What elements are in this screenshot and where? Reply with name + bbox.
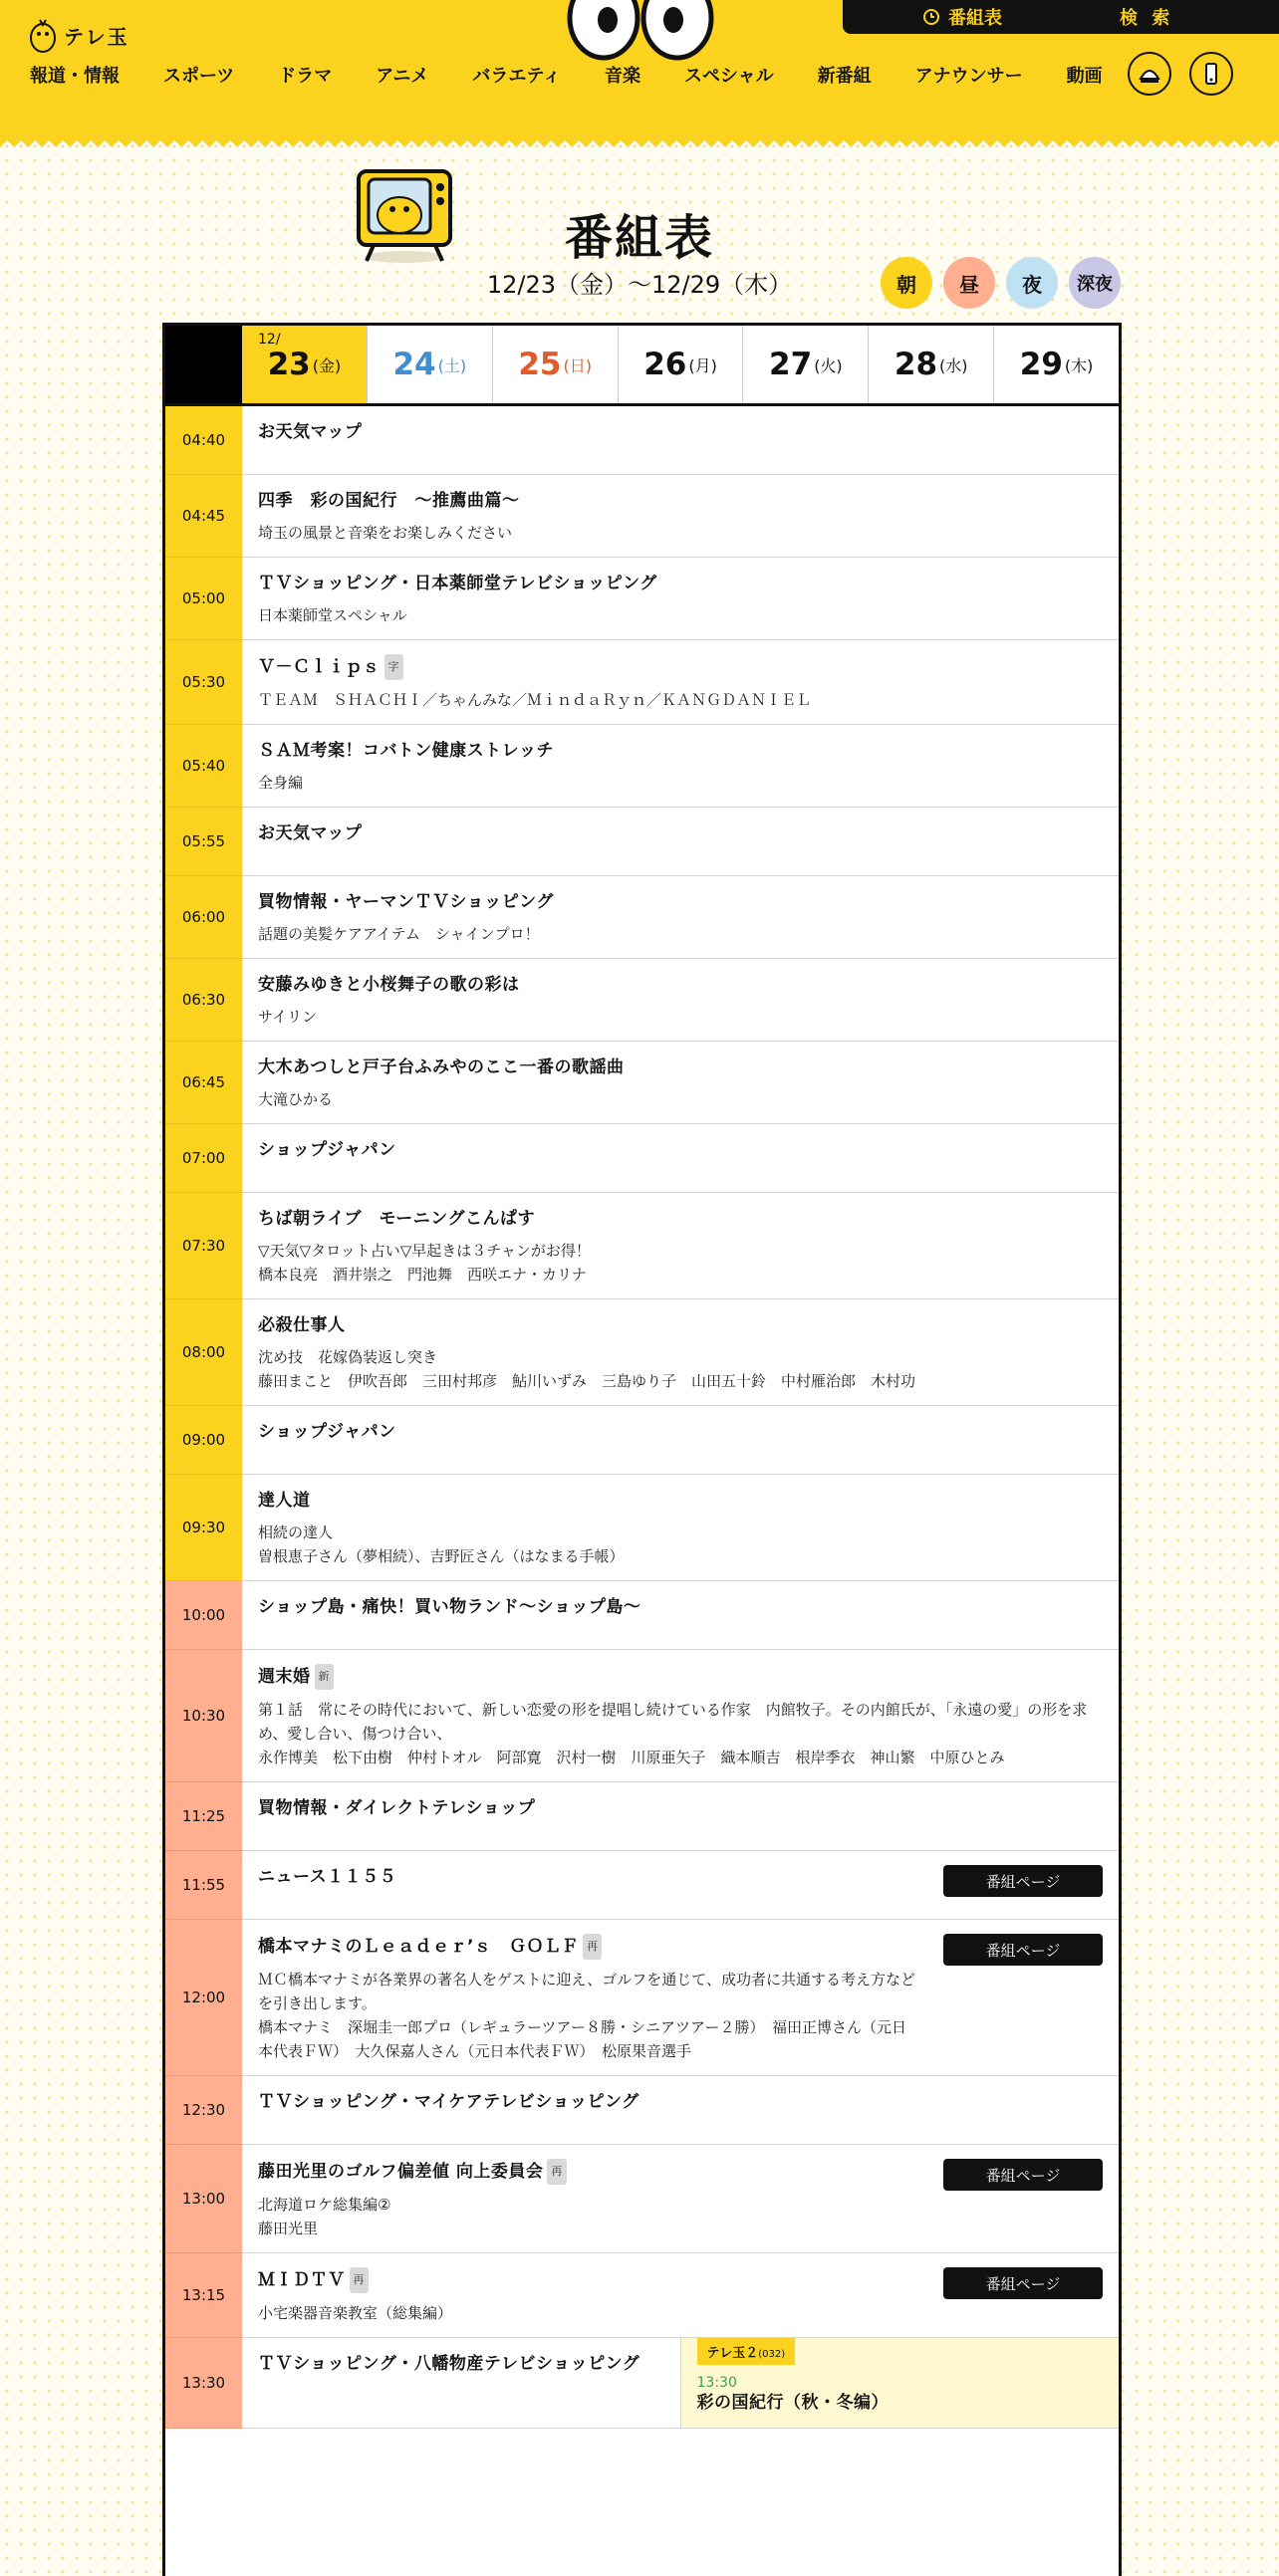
subchannel-name: テレ玉２: [706, 2346, 759, 2361]
program-title[interactable]: [258, 890, 1103, 914]
program-body: [242, 640, 1119, 724]
program-title-text: 買物情報・ヤーマンＴＶショッピング: [258, 892, 554, 912]
program-time: 04:40: [165, 406, 242, 475]
program-time: 12:00: [165, 1920, 242, 2076]
program-body: [242, 1299, 1119, 1405]
program-description: 沈め技 花嫁偽装返し突き: [258, 1348, 438, 1366]
tab-daytime[interactable]: 昼: [943, 257, 995, 309]
program-page-button[interactable]: 番組ページ: [943, 1865, 1103, 1897]
program-cast: 永作博美 松下由樹 仲村トオル 阿部寛 沢村一樹 川原亜矢子 織本順吉 根岸季衣 神山繁 中原ひとみ: [258, 1749, 1005, 1766]
program-body: [242, 1650, 1119, 1781]
program-body: [242, 1042, 1119, 1123]
program-row[interactable]: [165, 1851, 1119, 1920]
program-row[interactable]: [165, 1581, 1119, 1650]
teletama-app-icon[interactable]: [1189, 52, 1233, 96]
program-cast: 藤田光里: [258, 2220, 319, 2237]
day-of-week: (日): [563, 355, 592, 375]
program-title[interactable]: [258, 1420, 1103, 1444]
program-time: 04:45: [165, 475, 242, 558]
program-row[interactable]: [165, 959, 1119, 1042]
program-title-text: 橋本マナミのＬｅａｄｅｒ’ｓ ＧＯＬＦ: [258, 1937, 579, 1957]
program-title[interactable]: [258, 2267, 919, 2293]
program-title[interactable]: [258, 1664, 1103, 1690]
program-title[interactable]: [258, 1207, 1103, 1231]
program-row[interactable]: [165, 2145, 1119, 2253]
nav-item-anime[interactable]: アニメ: [376, 66, 429, 87]
program-row[interactable]: [165, 475, 1119, 558]
program-time: 05:30: [165, 640, 242, 725]
search-link[interactable]: 検 索: [1120, 8, 1174, 29]
program-description: サイリン: [258, 1008, 317, 1026]
program-title[interactable]: [258, 739, 1103, 763]
tab-night[interactable]: 夜: [1006, 257, 1058, 309]
program-title[interactable]: [258, 654, 1103, 680]
program-title[interactable]: [258, 1313, 1103, 1337]
program-row[interactable]: [165, 2253, 1119, 2338]
day-of-week: (金): [312, 355, 342, 375]
day-tab-26[interactable]: [618, 326, 743, 403]
tamago-mascot-icon: [28, 16, 58, 54]
program-title[interactable]: [258, 1595, 1103, 1619]
tab-late-night[interactable]: 深夜: [1069, 257, 1121, 309]
mascot-eyes-icon: [566, 0, 715, 62]
program-title-text: ショップジャパン: [258, 1140, 396, 1160]
program-badge: 新: [315, 1664, 335, 1690]
program-description: 相続の達人: [258, 1523, 334, 1541]
day-number: 23: [267, 347, 311, 382]
program-time: 07:00: [165, 1124, 242, 1193]
program-time: 11:25: [165, 1782, 242, 1851]
program-page-button[interactable]: 番組ページ: [943, 2159, 1103, 2191]
program-body: [242, 808, 1119, 875]
program-title[interactable]: [258, 973, 1103, 997]
program-body: [242, 1475, 1119, 1580]
site-logo[interactable]: [28, 16, 129, 54]
program-row[interactable]: [165, 406, 1119, 475]
program-title-text: ショップ島・痛快！買い物ランド～ショップ島～: [258, 1597, 641, 1617]
day-of-week: (月): [688, 355, 717, 375]
program-row[interactable]: [165, 725, 1119, 808]
program-title-text: ＴＶショッピング・日本薬師堂テレビショッピング: [258, 574, 657, 593]
subchannel-label: [697, 2338, 796, 2365]
program-row[interactable]: [165, 1193, 1119, 1299]
header-zigzag-divider: [0, 133, 1279, 147]
nav-item-variety[interactable]: バラエティ: [472, 66, 561, 87]
nav-item-sports[interactable]: スポーツ: [163, 66, 235, 87]
program-description: ＭＣ橋本マナミが各業界の著名人をゲストに迎え、ゴルフを通じて、成功者に共通する考え方などを引き出します。: [258, 1971, 916, 2012]
program-time: 09:30: [165, 1475, 242, 1581]
program-description: 話題の美髪ケアアイテム シャインプロ！: [258, 925, 540, 943]
nav-item-news[interactable]: 報道・情報: [30, 66, 120, 87]
subchannel-number: (032): [758, 2349, 786, 2360]
day-number: 24: [392, 347, 436, 382]
day-of-week: (土): [437, 355, 467, 375]
nav-item-drama[interactable]: ドラマ: [278, 66, 333, 87]
site-header: [0, 0, 1279, 139]
program-title[interactable]: [258, 2090, 1103, 2114]
program-list: [165, 406, 1119, 2338]
program-body: [242, 1406, 1119, 1474]
program-title[interactable]: ＴＶショッピング・八幡物産テレビショッピング: [258, 2354, 640, 2374]
program-row[interactable]: [165, 2338, 1119, 2429]
program-description: 埼玉の風景と音楽をお楽しみください: [258, 524, 513, 542]
program-cast: 橋本良亮 酒井崇之 門池舞 西咲エナ・カリナ: [258, 1266, 587, 1284]
program-title[interactable]: [258, 1865, 919, 1889]
program-time: 13:00: [165, 2145, 242, 2253]
main-nav: [30, 62, 1147, 88]
program-time: 05:55: [165, 808, 242, 876]
program-page-button[interactable]: 番組ページ: [943, 2267, 1103, 2299]
day-tab-28[interactable]: [868, 326, 993, 403]
program-description: 大滝ひかる: [258, 1090, 334, 1108]
subchannel-program[interactable]: [681, 2338, 1120, 2428]
schedule-link-label: 番組表: [948, 8, 1002, 29]
logo-text: テレ玉: [64, 24, 129, 49]
program-title[interactable]: [258, 1796, 1103, 1820]
program-row[interactable]: [165, 1782, 1119, 1851]
program-cast: 曽根恵子さん（夢相続）、吉野匠さん（はなまる手帳）: [258, 1547, 625, 1565]
day-tab-29[interactable]: [993, 326, 1119, 403]
program-row[interactable]: [165, 1299, 1119, 1406]
day-number: 25: [518, 347, 562, 382]
program-body: [242, 558, 1119, 639]
program-title[interactable]: [258, 821, 1103, 845]
program-description: ▽天気▽タロット占い▽早起きは３チャンがお得！: [258, 1242, 591, 1260]
program-cast: 藤田まこと 伊吹吾郎 三田村邦彦 鮎川いずみ 三島ゆり子 山田五十鈴 中村雁治郎 木村功: [258, 1372, 916, 1390]
program-time: 06:45: [165, 1042, 242, 1124]
schedule-link[interactable]: [922, 4, 1002, 30]
program-title[interactable]: [258, 2159, 919, 2185]
program-title[interactable]: [258, 1055, 1103, 1079]
program-title[interactable]: [258, 1934, 919, 1960]
program-title-text: 買物情報・ダイレクトテレショップ: [258, 1798, 536, 1818]
subchannel-time: 13:30: [696, 2375, 737, 2391]
program-body: [242, 475, 1119, 557]
nav-icon-group: [1128, 52, 1233, 96]
program-time: 13:15: [165, 2253, 242, 2338]
day-of-week: (木): [1064, 355, 1094, 375]
program-body: [242, 876, 1119, 958]
day-number: 29: [1019, 347, 1063, 382]
program-body: [242, 1581, 1119, 1649]
program-time: 06:00: [165, 876, 242, 959]
program-badge: 再: [583, 1934, 603, 1960]
tab-morning[interactable]: 朝: [881, 257, 932, 309]
day-of-week: (火): [814, 355, 843, 375]
program-body: [242, 1782, 1119, 1850]
day-number: 28: [894, 347, 938, 382]
program-description: ＴＥＡＭ ＳＨＡＣＨＩ／ちゃんみな／ＭｉｎｄａＲｙｎ／ＫＡＮＧＤＡＮＩＥＬ: [258, 691, 812, 709]
program-time: 09:00: [165, 1406, 242, 1475]
program-description: 北海道ロケ総集編②: [258, 2196, 391, 2214]
program-body: [242, 725, 1119, 807]
program-description: 日本薬師堂スペシャル: [258, 606, 407, 624]
program-row[interactable]: [165, 1124, 1119, 1193]
program-title-text: Ｖ－Ｃｌｉｐｓ: [258, 657, 381, 677]
date-range: 12/23（金）〜12/29（木）: [486, 271, 793, 299]
day-tab-27[interactable]: [742, 326, 868, 403]
program-row[interactable]: [165, 876, 1119, 959]
program-title[interactable]: [258, 572, 1103, 595]
program-title[interactable]: [258, 1138, 1103, 1162]
nav-item-special[interactable]: スペシャル: [683, 66, 774, 87]
program-body: [242, 406, 1119, 474]
program-title-text: 週末婚: [258, 1667, 311, 1687]
program-row[interactable]: [165, 1406, 1119, 1475]
program-row[interactable]: [165, 640, 1119, 725]
program-title-text: ＭＩＤＴＶ: [258, 2270, 346, 2290]
program-title-text: お天気マップ: [258, 823, 363, 843]
program-schedule: [162, 323, 1122, 2576]
program-title[interactable]: [258, 489, 1103, 513]
program-time: 08:00: [165, 1299, 242, 1406]
program-cast: 橋本マナミ 深堀圭一郎プロ（レギュラーツアー８勝・シニアツアー２勝） 福田正博さん（元日本代表ＦＷ） 大久保嘉人さん（元日本代表ＦＷ） 松原果音選手: [258, 2018, 907, 2060]
program-description: 第１話 常にその時代において、新しい恋愛の形を提唱し続けている作家 内館牧子。その内館氏が、「永遠の愛」の形を求め、愛し合い、傷つけ合い、: [258, 1701, 1088, 1743]
nav-item-music[interactable]: 音楽: [604, 66, 640, 87]
program-row[interactable]: [165, 1920, 1119, 2076]
program-description: 全身編: [258, 774, 304, 792]
program-title-text: ニュース１１５５: [258, 1867, 397, 1887]
program-page-button[interactable]: 番組ページ: [943, 1934, 1103, 1966]
day-month: 12/: [258, 332, 281, 348]
top-utility-bar: [843, 0, 1279, 34]
program-title-text: ショップジャパン: [258, 1422, 396, 1442]
day-number: 27: [769, 347, 813, 382]
program-row[interactable]: [165, 1042, 1119, 1124]
program-row[interactable]: [165, 558, 1119, 640]
program-time: 10:00: [165, 1581, 242, 1650]
program-body: [242, 959, 1119, 1041]
program-time: 06:30: [165, 959, 242, 1042]
program-badge: 字: [384, 654, 404, 680]
program-badge: 再: [350, 2267, 370, 2293]
day-tab-24[interactable]: [367, 326, 492, 403]
program-body: [242, 1193, 1119, 1298]
subchannel-title: 彩の国紀行（秋・冬编）: [696, 2393, 889, 2413]
program-body: [242, 2338, 681, 2428]
program-badge: 再: [547, 2159, 567, 2185]
program-title-text: 必殺仕事人: [258, 1315, 346, 1335]
program-title-text: お天気マップ: [258, 422, 363, 442]
program-body: [242, 1124, 1119, 1192]
program-time: 05:00: [165, 558, 242, 640]
program-row[interactable]: [165, 1475, 1119, 1581]
day-number: 26: [643, 347, 687, 382]
program-time: 11:55: [165, 1851, 242, 1920]
program-title-text: 大木あつしと戸子台ふみやのここ一番の歌謡曲: [258, 1057, 625, 1077]
teletama-shop-icon[interactable]: [1128, 52, 1171, 96]
program-title-text: 藤田光里のゴルフ偏差値 向上委員会: [258, 2162, 544, 2182]
day-selector: [165, 326, 1119, 406]
program-title-text: 四季 彩の国紀行 ～推薦曲篇～: [258, 491, 520, 511]
program-time: 05:40: [165, 725, 242, 808]
program-title-text: ＳＡＭ考案！コバトン健康ストレッチ: [258, 741, 554, 761]
program-title-text: ＴＶショッピング・マイケアテレビショッピング: [258, 2092, 640, 2112]
clock-icon: [922, 8, 940, 26]
program-row[interactable]: [165, 1650, 1119, 1782]
time-of-day-tabs: [881, 257, 1121, 309]
program-row[interactable]: [165, 808, 1119, 876]
program-title-text: ちば朝ライブ モーニングこんぱす: [258, 1209, 535, 1229]
program-title-text: 安藤みゆきと小桜舞子の歌の彩は: [258, 975, 520, 995]
day-row-corner: [165, 326, 242, 403]
nav-item-video[interactable]: 動画: [1066, 66, 1103, 87]
day-of-week: (水): [939, 355, 968, 375]
program-body: [242, 2076, 1119, 2144]
program-row[interactable]: [165, 2076, 1119, 2145]
program-time: 10:30: [165, 1650, 242, 1782]
program-time: 12:30: [165, 2076, 242, 2145]
day-tab-25[interactable]: [492, 326, 618, 403]
program-title-text: 達人道: [258, 1491, 311, 1511]
nav-item-new-programs[interactable]: 新番組: [817, 66, 872, 87]
program-description: 小宅楽器音楽教室（総集編）: [258, 2304, 453, 2322]
nav-item-announcer[interactable]: アナウンサー: [914, 66, 1023, 87]
day-tab-23[interactable]: [242, 326, 367, 403]
program-title[interactable]: [258, 420, 1103, 444]
page-title: 番組表: [564, 210, 714, 266]
program-time: 13:30: [165, 2338, 242, 2429]
program-time: 07:30: [165, 1193, 242, 1299]
program-title[interactable]: [258, 1489, 1103, 1513]
